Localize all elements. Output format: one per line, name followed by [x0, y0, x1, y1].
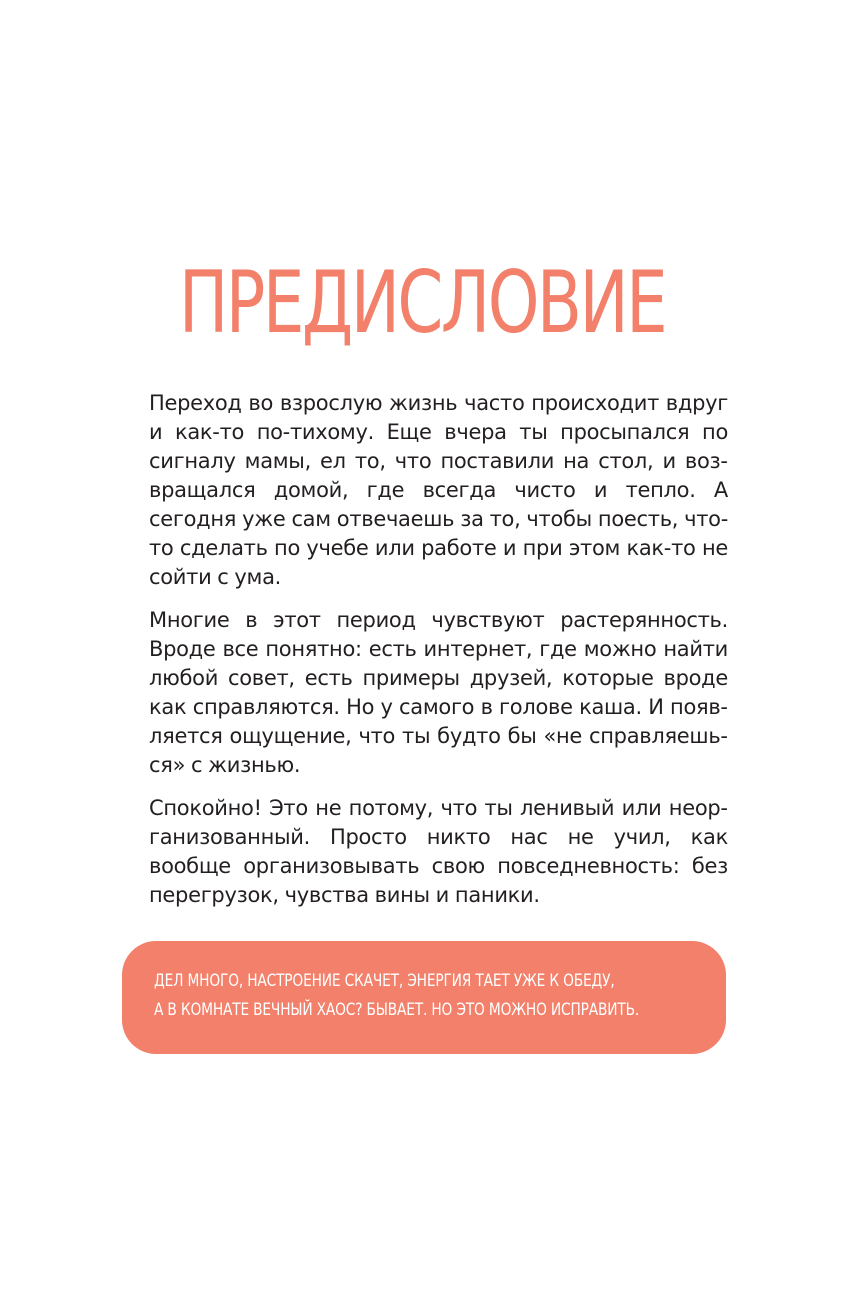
paragraph-3: Спокойно! Это не потому, что ты ленивый или неорганизованный. Просто никто нас не учил, как вообще организовывать свою повседневность: без перегрузок, чувства вины и паники.: [149, 796, 728, 907]
callout-line-2: А В КОМНАТЕ ВЕЧНЫЙ ХАОС? БЫВАЕТ. НО ЭТО МОЖНО ИСПРАВИТЬ.: [154, 1000, 640, 1020]
callout-box: [122, 941, 726, 1054]
paragraph-1: Переход во взрослую жизнь часто происходит вдруг и как-то по-тихому. Еще вчера ты просыпался по сигналу мамы, ел то, что поставили на стол, и возвращался домой, где всегда чисто и тепло. А сегодня уже сам отвечаешь за то, чтобы поесть, что-то сделать по учебе или работе и при этом как-то не сойти с ума.: [149, 391, 728, 589]
page-title: ПРЕДИСЛОВИЕ: [178, 253, 666, 353]
callout-line-1: ДЕЛ МНОГО, НАСТРОЕНИЕ СКАЧЕТ, ЭНЕРГИЯ ТАЕТ УЖЕ К ОБЕДУ,: [154, 971, 615, 991]
paragraph-2: Многие в этот период чувствуют растерянность. Вроде все понятно: есть интернет, где можно найти любой совет, есть примеры друзей, которые вроде как справляются. Но у самого в голове каша. И появляется ощущение, что ты будто бы «не справляешься» с жизнью.: [149, 608, 728, 777]
body-text: [149, 389, 728, 924]
